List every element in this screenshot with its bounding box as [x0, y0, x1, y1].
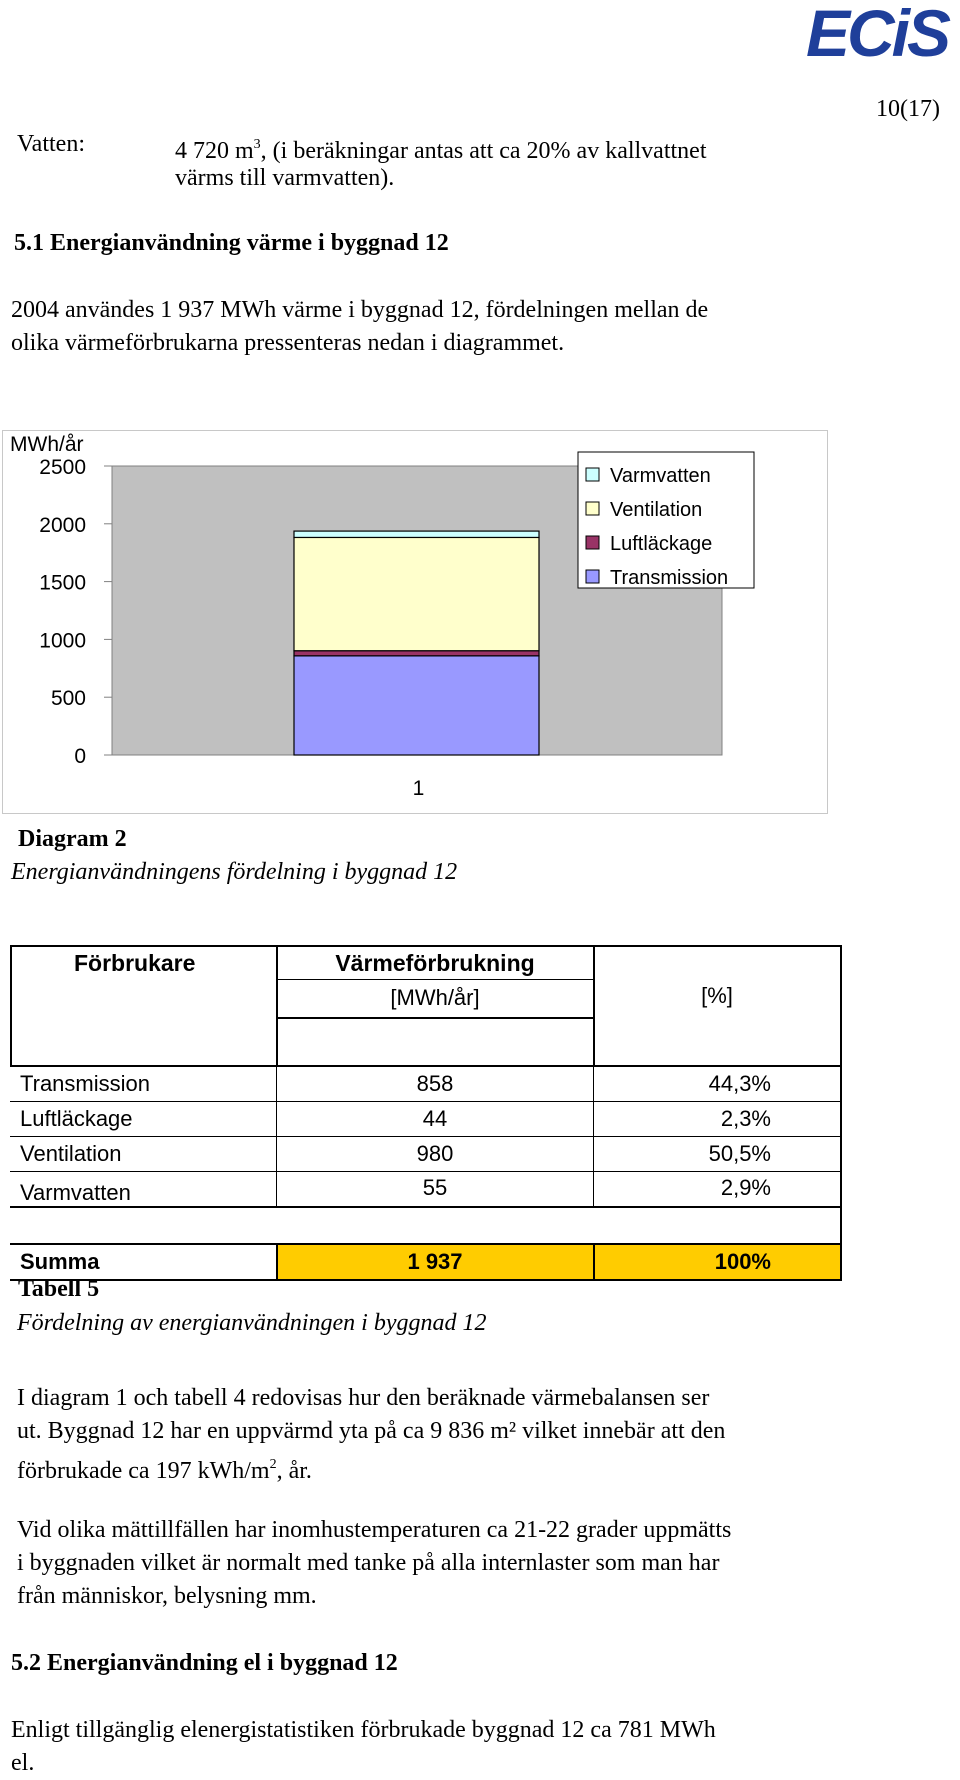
table-border-top	[10, 945, 842, 947]
table-row-transmission-name: Transmission	[20, 1071, 150, 1096]
table-sum-pct: 100%	[714, 1249, 771, 1274]
table-row-line-1	[10, 1101, 842, 1102]
paragraph2-line1: I diagram 1 och tabell 4 redovisas hur den beräknade värmebalansen ser	[17, 1385, 710, 1411]
table-row-ventilation-pct: 50,5%	[708, 1141, 771, 1166]
section-52-line1: Enligt tillgänglig elenergistatistiken förbrukade byggnad 12 ca 781 MWh	[11, 1717, 716, 1743]
section-51-para-line2: olika värmeförbrukarna pressenteras nedan i diagrammet.	[11, 330, 565, 356]
table-sum-label: Summa	[20, 1249, 100, 1274]
table-caption-subtitle: Fördelning av energianvändningen i byggnad 12	[17, 1310, 487, 1336]
paragraph2-unit-sup: 2	[269, 1457, 277, 1472]
legend-swatch	[586, 502, 599, 515]
diagram-caption-title: Diagram 2	[18, 826, 127, 852]
bar-segment-varmvatten	[294, 531, 539, 537]
table-header-varmeforbrukning: Värmeförbrukning	[335, 950, 535, 976]
bar-segment-transmission	[294, 656, 539, 755]
table-row-ventilation-value: 980	[416, 1141, 454, 1166]
table-row-transmission-pct: 44,3%	[708, 1071, 771, 1096]
table-caption-title: Tabell 5	[18, 1276, 100, 1302]
legend-swatch	[586, 468, 599, 481]
paragraph2-line3-text: förbrukade ca 197 kWh/m	[17, 1458, 270, 1484]
bar-segment-luftlckage	[294, 651, 539, 656]
table-header-bottom	[10, 1065, 842, 1067]
y-tick-label: 500	[50, 687, 86, 711]
bar-segment-ventilation	[294, 537, 539, 650]
ecis-logo	[804, 0, 960, 62]
table-row-ventilation-name: Ventilation	[20, 1141, 122, 1166]
paragraph3-line1: Vid olika mättillfällen har inomhustemperaturen ca 21-22 grader uppmätts	[17, 1517, 732, 1543]
vatten-unit-sup: 3	[253, 137, 261, 152]
table-row-line-4	[10, 1206, 842, 1208]
table-sum-bottom	[10, 1279, 842, 1281]
vatten-text-line2: värms till varmvatten).	[175, 165, 395, 191]
section-51-para-line1: 2004 användes 1 937 MWh värme i byggnad 12, fördelningen mellan de	[11, 297, 709, 323]
table-border-left	[10, 945, 12, 1065]
table-unit-box-bottom	[276, 1017, 594, 1019]
y-tick-label: 2000	[39, 513, 86, 537]
energy-chart	[2, 430, 828, 814]
table-sum-value: 1 937	[407, 1249, 463, 1274]
diagram-caption-subtitle: Energianvändningens fördelning i byggnad 12	[11, 859, 458, 885]
paragraph3-line3: från människor, belysning mm.	[17, 1583, 317, 1609]
table-row-transmission-value: 858	[416, 1071, 454, 1096]
table-header-forbrukare: Förbrukare	[74, 950, 196, 976]
table-row-luftlackage-pct: 2,3%	[720, 1106, 771, 1131]
y-tick-label: 2500	[39, 456, 86, 479]
y-tick-label: 1500	[39, 571, 86, 595]
logo-wordmark: ECiS	[806, 0, 949, 62]
vatten-label: Vatten:	[17, 131, 85, 157]
section-52-line2: el.	[11, 1750, 35, 1776]
table-unit-box-top	[276, 979, 594, 980]
legend-label: Transmission	[610, 567, 729, 589]
legend-swatch	[586, 536, 599, 549]
y-tick-label: 0	[74, 745, 86, 768]
table-row-varmvatten-pct: 2,9%	[720, 1175, 771, 1200]
paragraph3-line2: i byggnaden vilket är normalt med tanke på alla internlaster som man har	[17, 1550, 720, 1576]
paragraph2-line2: ut. Byggnad 12 har en uppvärmd yta på ca 9 836 m² vilket innebär att den	[17, 1418, 726, 1444]
y-tick-label: 1000	[39, 629, 86, 653]
chart-svg	[2, 430, 828, 814]
table-row-luftlackage-name: Luftläckage	[20, 1106, 133, 1131]
section-52-heading: 5.2 Energianvändning el i byggnad 12	[11, 1650, 398, 1676]
paragraph2-line3	[17, 1448, 312, 1488]
y-axis-label: MWh/år	[10, 433, 84, 456]
paragraph2-line3-end: , år.	[276, 1458, 312, 1484]
vatten-amount: 4 720 m	[175, 138, 254, 164]
table-header-unit: [MWh/år]	[390, 985, 480, 1010]
table-row-varmvatten-value: 55	[422, 1175, 448, 1200]
table-row-line-2	[10, 1136, 842, 1137]
section-51-heading: 5.1 Energianvändning värme i byggnad 12	[14, 230, 449, 256]
table-header-percent: [%]	[701, 983, 733, 1008]
table-row-line-3	[10, 1171, 842, 1172]
table-row-varmvatten-name: Varmvatten	[20, 1180, 131, 1205]
page-number: 10(17)	[876, 96, 940, 122]
legend-swatch	[586, 570, 599, 583]
energy-table	[10, 945, 842, 1281]
table-row-luftlackage-value: 44	[422, 1106, 448, 1131]
legend-label: Varmvatten	[610, 465, 711, 487]
x-tick-label: 1	[412, 777, 425, 800]
vatten-note: , (i beräkningar antas att ca 20% av kallvattnet	[260, 138, 707, 164]
legend-label: Luftläckage	[610, 533, 713, 555]
legend-label: Ventilation	[610, 499, 703, 521]
